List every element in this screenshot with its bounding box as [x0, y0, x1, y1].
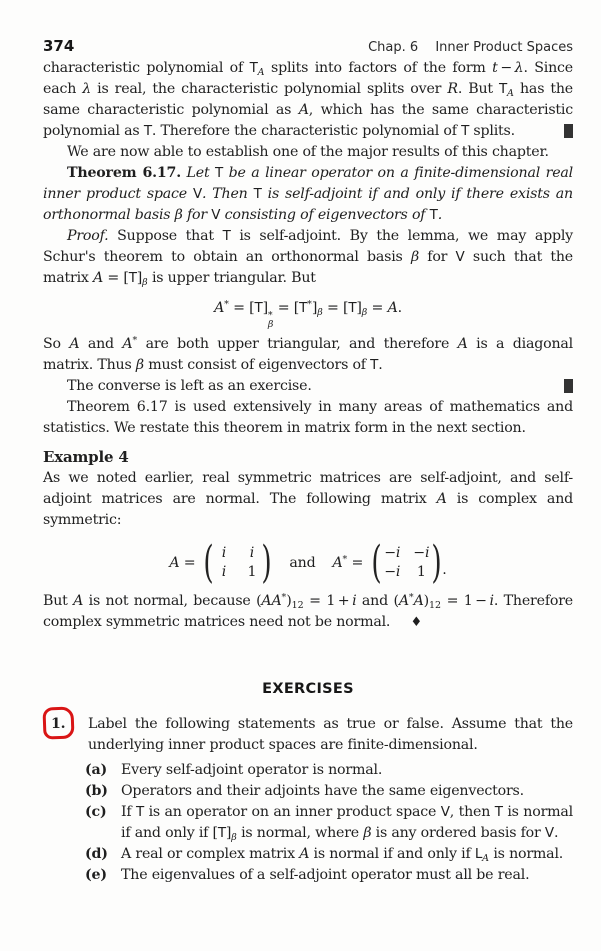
chapter-label: Chap. 6	[368, 40, 419, 55]
matrix-a-cell: i	[221, 564, 227, 580]
qed-square	[564, 379, 573, 393]
paragraph-converse	[43, 376, 573, 397]
paragraph-example-intro: As we noted earlier, real symmetric matrices are self-adjoint, and self-adjoint matrices are normal. The following matrix A is complex and symmetric:	[43, 470, 574, 528]
subitem-e	[85, 865, 573, 886]
subitem-a	[85, 760, 573, 781]
subitem-c	[85, 802, 573, 844]
matrix-astar-cell: −i	[413, 545, 430, 561]
subitem-b-text: Operators and their adjoints have the same eigenvectors.	[121, 783, 524, 799]
equation-period: .	[442, 562, 447, 578]
exercises-heading: EXERCISES	[262, 681, 354, 697]
exercise-1	[43, 714, 573, 756]
proof-paragraph: Proof. Suppose that T is self-adjoint. By the lemma, we may apply Schur's theorem to obtain an orthonormal basis β for V such that the matrix $A = [T]_\beta$ is upper triangular. But	[43, 228, 574, 288]
page-header	[43, 36, 573, 58]
subitem-b	[85, 781, 573, 802]
paragraph-theorem-usage: Theorem 6.17 is used extensively in many areas of mathematics and statistics. We restate this theorem in matrix form in the next section.	[43, 399, 573, 436]
chapter-header	[368, 37, 573, 58]
paragraph-converse-text: The converse is left as an exercise.	[67, 378, 312, 394]
display-equation-adjoint: A* = [T] * β = $[T^*]_\beta = [T]_\beta = A$.	[214, 299, 402, 330]
matrix-a-label: A =	[169, 554, 196, 571]
subitem-c-label: (c)	[85, 804, 107, 820]
subitem-a-text: Every self-adjoint operator is normal.	[121, 762, 383, 778]
red-circle-annotation	[42, 706, 74, 739]
matrix-a-cell: i	[221, 545, 227, 561]
matrix-a	[203, 537, 272, 588]
paragraph-not-normal	[43, 591, 573, 633]
subitem-a-label: (a)	[85, 762, 108, 778]
matrix-a-star	[371, 537, 442, 588]
chapter-title: Inner Product Spaces	[435, 40, 573, 55]
matrix-astar-cell: −i	[384, 545, 401, 561]
matrix-a-cell: 1	[247, 564, 257, 580]
matrix-astar-cell: 1	[416, 564, 426, 580]
left-paren: (	[371, 537, 382, 588]
left-paren: (	[203, 537, 215, 588]
theorem-statement: Let T be a linear operator on a finite-dimensional real inner product space V. Then T is self-adjoint if and only if there exists an orthonormal basis β for V consisting of eigenvectors of T.	[43, 165, 573, 223]
right-paren: )	[431, 537, 442, 588]
example-end-diamond: ♦	[410, 615, 423, 630]
qed-square	[564, 124, 573, 138]
exercise-1-subitems	[85, 760, 573, 886]
matrix-a-cell: i	[249, 545, 255, 561]
matrix-equation	[43, 539, 573, 587]
subitem-c-text: If T is an operator on an inner product space V, then T is normal if and only if $[T]_\beta$ is normal, where β is any ordered basis for V.	[121, 804, 573, 843]
example-4-heading: Example 4	[43, 448, 129, 466]
exercise-1-number: 1.	[51, 716, 66, 732]
subitem-d-text: A real or complex matrix A is normal if and only if $L_A$ is normal.	[121, 846, 564, 864]
exercise-1-text: Label the following statements as true or false. Assume that the underlying inner product spaces are finite-dimensional.	[88, 716, 573, 753]
subitem-e-text: The eigenvalues of a self-adjoint operator must all be real.	[121, 867, 530, 883]
paragraph-intro-text: characteristic polynomial of $T_A$ splits into factors of the form t − λ. Since each λ is real, the characteristic polynomial splits over R. But $T_A$ has the same characteristic polynomial as A, which has the same characteristic polynomial as T. Therefore the characteristic polynomial of T splits.	[43, 60, 574, 139]
paragraph-establish: We are now able to establish one of the major results of this chapter.	[67, 144, 549, 160]
subitem-e-label: (e)	[85, 867, 107, 883]
theorem-6-17	[43, 163, 573, 226]
exercise-1-number-wrap	[43, 714, 88, 756]
subitem-b-label: (b)	[85, 783, 108, 799]
right-paren: )	[261, 537, 272, 588]
paragraph-not-normal-text: But A is not normal, because $(AA^*)_{12} = 1 + i$ and $(A^*A)_{12} = 1 - i$. Therefore complex symmetric matrices need not be normal.	[43, 592, 573, 630]
theorem-label: Theorem 6.17.	[67, 165, 181, 181]
subitem-d	[85, 844, 573, 865]
paragraph-diagonal: So A and A* are both upper triangular, and therefore A is a diagonal matrix. Thus β must consist of eigenvectors of T.	[43, 335, 574, 373]
page-number: 374	[43, 37, 75, 55]
and-label: and	[289, 554, 316, 571]
matrix-astar-cell: −i	[384, 564, 401, 580]
paragraph-intro	[43, 58, 573, 142]
matrix-astar-label: A* =	[332, 553, 364, 571]
subitem-d-label: (d)	[85, 846, 108, 862]
